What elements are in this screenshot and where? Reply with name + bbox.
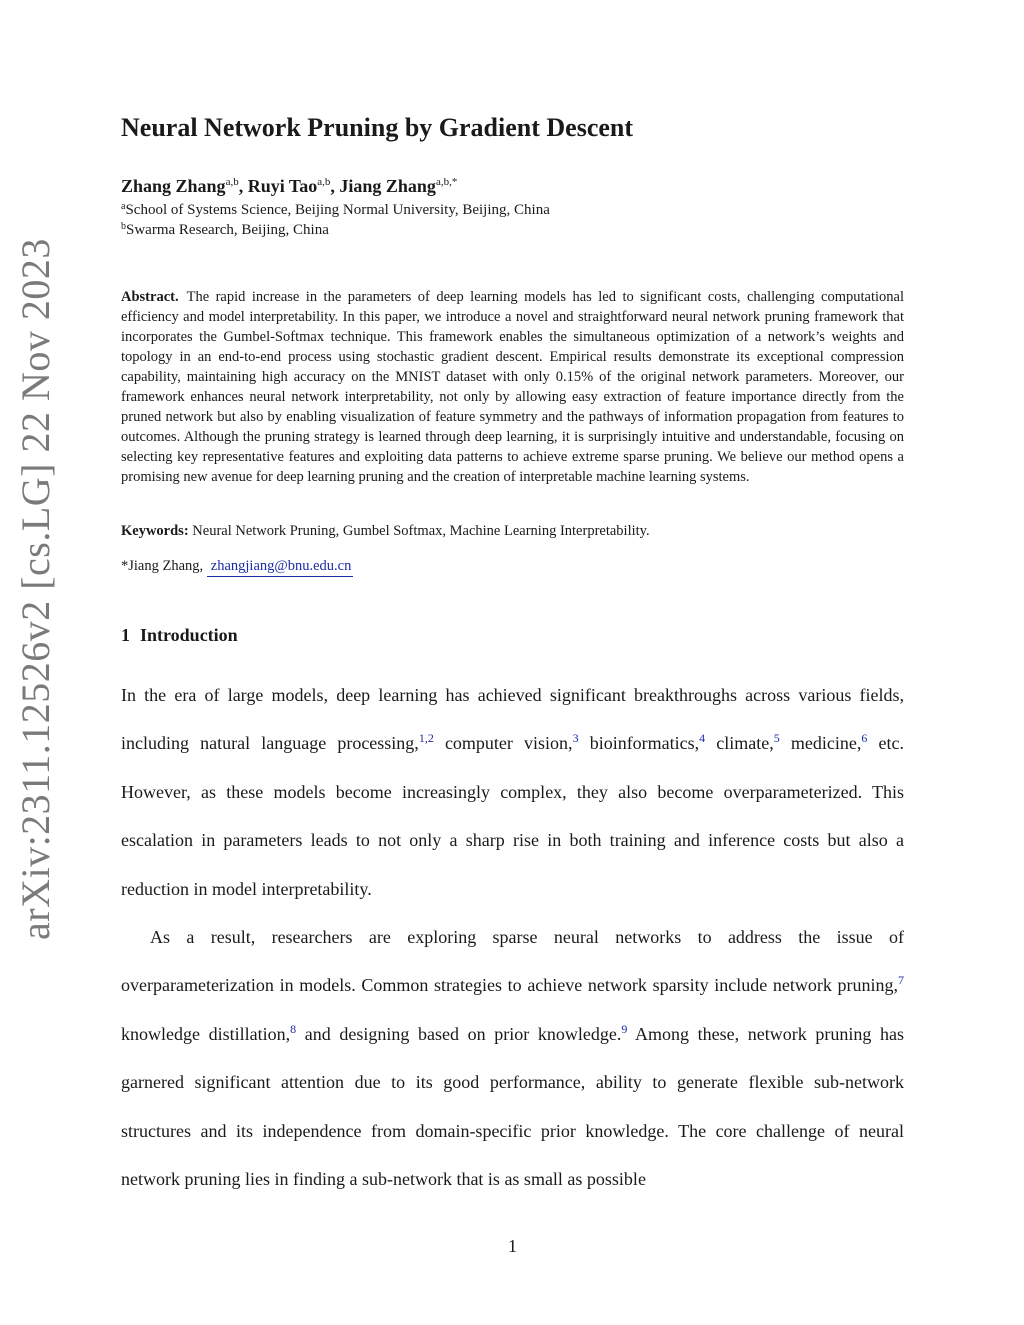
affiliation-mark: a — [121, 201, 126, 212]
author-list — [121, 176, 457, 197]
body-paragraph-2 — [121, 913, 904, 1203]
citation-link[interactable]: 9 — [621, 1021, 628, 1036]
arxiv-identifier-text: arXiv:2311.12526v2 [cs.LG] 22 Nov 2023 — [13, 238, 58, 940]
paragraph-text: climate, — [705, 733, 774, 754]
paragraph-text: knowledge distillation, — [121, 1023, 291, 1044]
keywords-label: Keywords: — [121, 523, 189, 539]
author-separator: , — [238, 176, 248, 196]
corresponding-author — [121, 558, 353, 575]
abstract-label: Abstract. — [121, 289, 179, 305]
corresponding-label: *Jiang Zhang, — [121, 558, 204, 574]
section-number: 1 — [121, 625, 130, 645]
citation-link[interactable]: 5 — [773, 731, 780, 746]
affiliation-mark: b — [121, 221, 126, 232]
citation-link[interactable]: 7 — [898, 973, 904, 988]
citation-link[interactable]: 6 — [861, 731, 868, 746]
author-affiliation-mark: a,b — [317, 176, 331, 188]
affiliation-a — [121, 201, 550, 219]
citation-link[interactable]: 8 — [290, 1021, 297, 1036]
paragraph-text: Among these, network pruning has garnered significant attention due to its good performance, ability to generate flexible sub-network structures and its independence from domain-specific prior knowledge. The core challenge of neural network pruning lies in finding a sub-network that is as small as possible — [121, 1023, 905, 1190]
citation-link[interactable]: 4 — [699, 731, 706, 746]
citation-link[interactable]: 3 — [572, 731, 579, 746]
paper-title: Neural Network Pruning by Gradient Descent — [121, 113, 634, 142]
paragraph-text: medicine, — [779, 733, 862, 754]
citation-link[interactable]: 1,2 — [418, 731, 434, 746]
author-name: Ruyi Tao — [247, 176, 318, 196]
section-heading — [121, 625, 238, 646]
section-title: Introduction — [140, 625, 238, 645]
page-number: 1 — [508, 1236, 517, 1256]
affiliation-text: Swarma Research, Beijing, China — [126, 222, 329, 238]
author-name: Zhang Zhang — [121, 176, 226, 196]
email-link[interactable]: zhangjiang@bnu.edu.cn — [207, 558, 354, 577]
arxiv-identifier — [12, 0, 72, 1325]
paragraph-text: etc. However, as these models become increasingly complex, they also become overparameterized. This escalation in parameters leads to not only a sharp rise in both training and inference costs but also a reduction in model interpretability. — [121, 733, 904, 899]
keywords-text: Neural Network Pruning, Gumbel Softmax, Machine Learning Interpretability. — [192, 523, 650, 539]
keywords — [121, 523, 650, 540]
paragraph-text: computer vision, — [433, 733, 573, 754]
author-affiliation-mark: a,b — [225, 176, 239, 188]
paragraph-text: In the era of large models, deep learning has achieved significant breakthroughs across various fields, including natural language processing, — [121, 685, 904, 754]
affiliation-b — [121, 221, 329, 239]
paragraph-text: As a result, researchers are exploring sparse neural networks to address the issue of overparameterization in models. Common strategies to achieve network sparsity include network pruning, — [121, 927, 904, 996]
affiliation-text: School of Systems Science, Beijing Normal University, Beijing, China — [125, 202, 550, 218]
paragraph-text: and designing based on prior knowledge. — [296, 1023, 622, 1044]
body-paragraph-1 — [121, 671, 904, 913]
author-name: Jiang Zhang — [339, 176, 436, 196]
author-separator: , — [330, 176, 340, 196]
abstract-text: The rapid increase in the parameters of deep learning models has led to significant costs, challenging computational efficiency and model interpretability. In this paper, we introduce a novel and straightforward neural network pruning framework that incorporates the Gumbel-Softmax technique. This framework enables the simultaneous optimization of a network’s weights and topology in an end-to-end process using stochastic gradient descent. Empirical results demonstrate its exceptional compression capability, maintaining high accuracy on the MNIST dataset with only 0.15% of the original network parameters. Moreover, our framework enhances neural network interpretability, not only by allowing easy extraction of feature importance directly from the pruned network but also by enabling visualization of feature symmetry and the pathways of information propagation from features to outcomes. Although the pruning strategy is learned through deep learning, it is surprisingly intuitive and understandable, focusing on selecting key representative features and exploiting data patterns to achieve extreme sparse pruning. We believe our method opens a promising new avenue for deep learning pruning and the creation of interpretable machine learning systems. — [121, 289, 904, 485]
author-affiliation-mark: a,b,* — [435, 176, 458, 188]
abstract — [121, 287, 904, 487]
paragraph-text: bioinformatics, — [578, 733, 700, 754]
